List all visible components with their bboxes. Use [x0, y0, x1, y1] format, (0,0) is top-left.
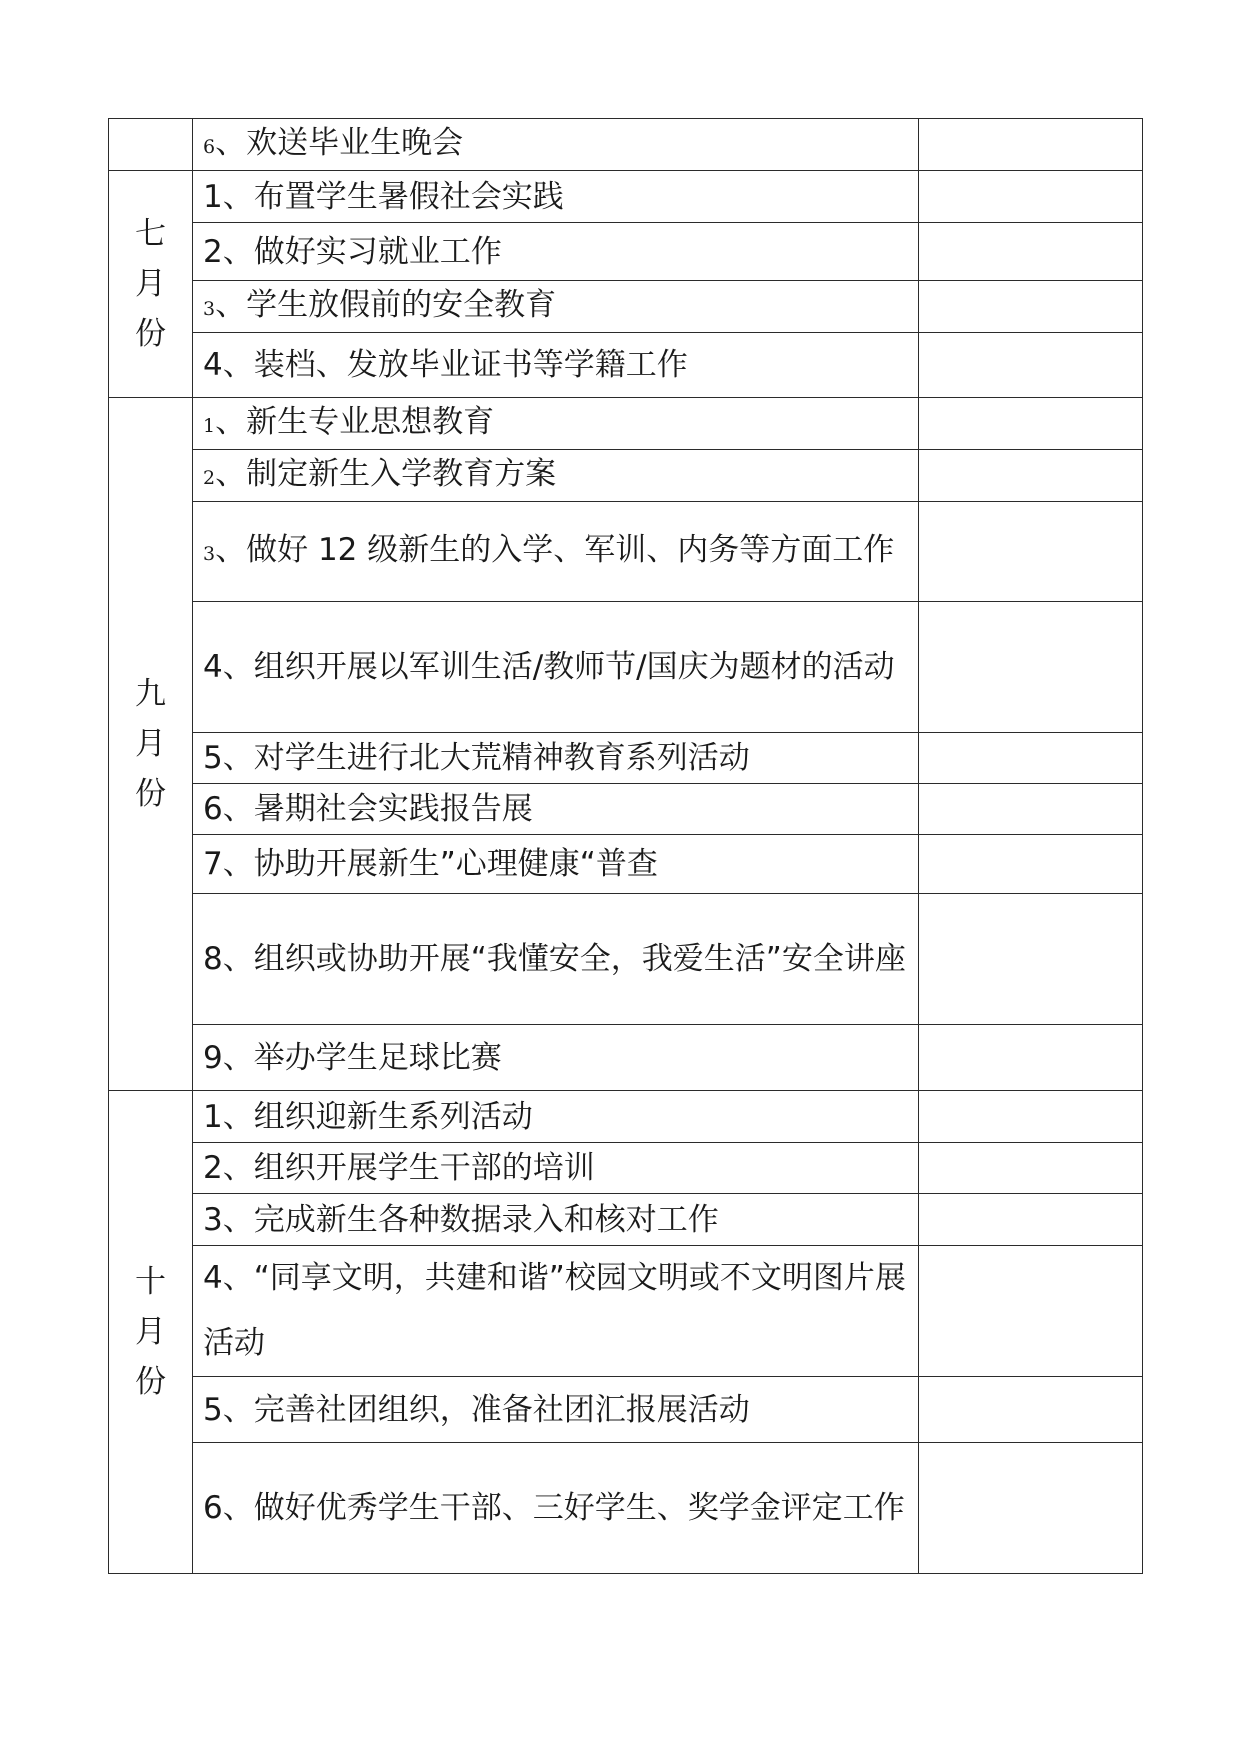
task-cell	[193, 281, 919, 333]
table-row	[109, 450, 1143, 502]
month-char: 月	[135, 726, 166, 762]
task-cell	[193, 450, 919, 502]
task-cell: 5、对学生进行北大荒精神教育系列活动	[193, 733, 919, 784]
task-text: 、新生专业思想教育	[215, 403, 495, 440]
note-cell	[919, 398, 1143, 450]
task-cell	[193, 398, 919, 450]
table-row	[109, 894, 1143, 1025]
month-char: 月	[135, 266, 166, 302]
note-cell	[919, 1443, 1143, 1574]
note-cell	[919, 223, 1143, 281]
table-row	[109, 502, 1143, 602]
month-char: 份	[135, 316, 166, 352]
task-number: 3	[203, 542, 216, 565]
month-char: 份	[135, 1364, 166, 1400]
task-cell: 6、暑期社会实践报告展	[193, 784, 919, 835]
note-cell	[919, 835, 1143, 894]
note-cell	[919, 894, 1143, 1025]
note-cell	[919, 281, 1143, 333]
month-cell-empty	[109, 119, 193, 171]
task-number: 6	[203, 135, 216, 158]
table-row	[109, 281, 1143, 333]
note-cell	[919, 171, 1143, 223]
note-cell	[919, 1194, 1143, 1246]
note-cell	[919, 1377, 1143, 1443]
task-cell: 2、组织开展学生干部的培训	[193, 1143, 919, 1194]
task-number: 2	[203, 466, 216, 489]
table-row	[109, 333, 1143, 398]
table-row	[109, 223, 1143, 281]
note-cell	[919, 602, 1143, 733]
table-row	[109, 1443, 1143, 1574]
task-cell: 4、装档、发放毕业证书等学籍工作	[193, 333, 919, 398]
note-cell	[919, 1091, 1143, 1143]
month-char: 七	[135, 216, 166, 252]
month-char: 份	[135, 776, 166, 812]
table-row	[109, 1246, 1143, 1377]
note-cell	[919, 119, 1143, 171]
task-cell: 1、布置学生暑假社会实践	[193, 171, 919, 223]
table-row	[109, 835, 1143, 894]
note-cell	[919, 502, 1143, 602]
note-cell	[919, 784, 1143, 835]
note-cell	[919, 1025, 1143, 1091]
task-text: 、做好 12 级新生的入学、军训、内务等方面工作	[215, 531, 895, 568]
table-row	[109, 1143, 1143, 1194]
task-cell: 4、组织开展以军训生活/教师节/国庆为题材的活动	[193, 602, 919, 733]
table-row	[109, 119, 1143, 171]
note-cell	[919, 333, 1143, 398]
work-plan-table	[108, 118, 1143, 1574]
month-char: 九	[135, 676, 166, 712]
table-row	[109, 1025, 1143, 1091]
note-cell	[919, 1246, 1143, 1377]
task-number: 1	[203, 414, 216, 437]
table-row	[109, 1194, 1143, 1246]
task-text: 、学生放假前的安全教育	[215, 286, 557, 323]
task-cell: 4、“同享文明，共建和谐”校园文明或不文明图片展活动	[193, 1246, 919, 1377]
table-row	[109, 784, 1143, 835]
month-char: 月	[135, 1314, 166, 1350]
task-cell: 2、做好实习就业工作	[193, 223, 919, 281]
task-text: 、欢送毕业生晚会	[215, 124, 464, 161]
note-cell	[919, 1143, 1143, 1194]
task-cell: 5、完善社团组织，准备社团汇报展活动	[193, 1377, 919, 1443]
month-cell-july	[109, 171, 193, 398]
task-cell: 1、组织迎新生系列活动	[193, 1091, 919, 1143]
table-row	[109, 733, 1143, 784]
task-text: 、制定新生入学教育方案	[215, 455, 557, 492]
task-cell: 3、完成新生各种数据录入和核对工作	[193, 1194, 919, 1246]
note-cell	[919, 733, 1143, 784]
task-number: 3	[203, 297, 216, 320]
table-row	[109, 398, 1143, 450]
month-cell-october	[109, 1091, 193, 1574]
table-row	[109, 1091, 1143, 1143]
month-cell-september	[109, 398, 193, 1091]
task-cell	[193, 502, 919, 602]
table-row	[109, 1377, 1143, 1443]
task-cell	[193, 119, 919, 171]
task-cell: 7、协助开展新生”心理健康“普查	[193, 835, 919, 894]
note-cell	[919, 450, 1143, 502]
month-char: 十	[135, 1264, 166, 1300]
table-row	[109, 171, 1143, 223]
task-cell: 6、做好优秀学生干部、三好学生、奖学金评定工作	[193, 1443, 919, 1574]
task-cell: 9、举办学生足球比赛	[193, 1025, 919, 1091]
table-row	[109, 602, 1143, 733]
task-cell: 8、组织或协助开展“我懂安全，我爱生活”安全讲座	[193, 894, 919, 1025]
